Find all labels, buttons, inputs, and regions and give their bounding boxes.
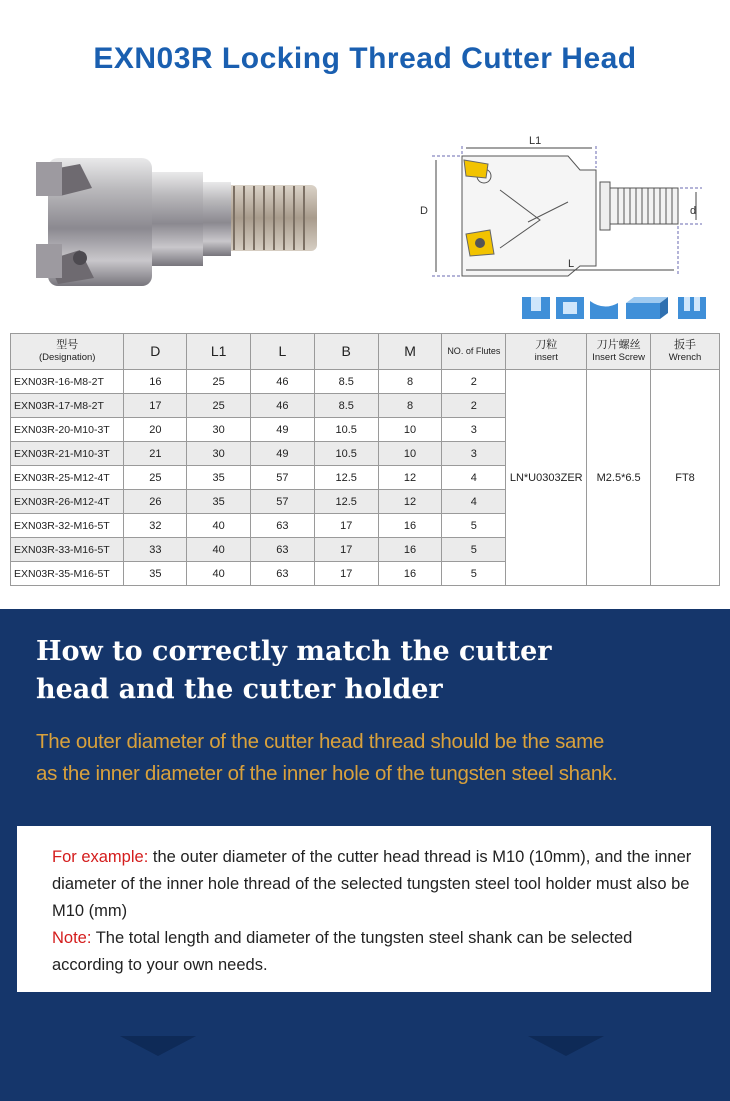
cell-l1: 40 [187,514,251,538]
cell-b: 17 [314,562,378,586]
note-text: The total length and diameter of the tungsten steel shank can be selected according to your own needs. [52,929,633,974]
header-wrench: 扳手 Wrench [651,334,720,370]
note-label: Note: [52,929,92,947]
drawing-label-l: L [568,258,575,270]
cell-flutes: 2 [442,394,506,418]
example-label: For example: [52,848,149,866]
table-header-row [11,334,720,370]
cell-designation: EXN03R-17-M8-2T [11,394,124,418]
example-card [17,826,711,992]
cell-flutes: 3 [442,442,506,466]
cell-flutes: 5 [442,562,506,586]
header-b: B [314,334,378,370]
cell-l: 63 [251,538,315,562]
cell-l: 57 [251,466,315,490]
cell-b: 17 [314,538,378,562]
face-milling-icon [626,297,668,319]
cell-l: 46 [251,394,315,418]
cell-l1: 25 [187,370,251,394]
cell-l: 46 [251,370,315,394]
cell-flutes: 5 [442,514,506,538]
cell-l1: 30 [187,418,251,442]
header-l1: L1 [187,334,251,370]
cell-l: 49 [251,442,315,466]
cell-l: 49 [251,418,315,442]
header-screw: 刀片螺丝 Insert Screw [587,334,651,370]
cell-designation: EXN03R-21-M10-3T [11,442,124,466]
panel-heading-line-2: head and the cutter holder [36,674,443,705]
cell-screw: M2.5*6.5 [587,370,651,586]
cell-insert: LN*U0303ZER [506,370,587,586]
panel-subtitle-line-1: The outer diameter of the cutter head thread should be the same [36,730,604,753]
cell-designation: EXN03R-25-M12-4T [11,466,124,490]
example-card-text [52,844,692,979]
cell-l1: 35 [187,466,251,490]
cell-m: 12 [378,466,442,490]
cell-flutes: 4 [442,466,506,490]
cell-m: 16 [378,562,442,586]
cell-designation: EXN03R-32-M16-5T [11,514,124,538]
cell-m: 8 [378,394,442,418]
cell-designation: EXN03R-20-M10-3T [11,418,124,442]
profile-milling-icon [590,301,618,319]
cell-b: 10.5 [314,442,378,466]
cell-b: 10.5 [314,418,378,442]
panel-subtitle-line-2: as the inner diameter of the inner hole of the tungsten steel shank. [36,762,618,785]
matching-guide-panel [0,609,730,1101]
cell-b: 17 [314,514,378,538]
cell-flutes: 3 [442,418,506,442]
table-row [11,370,720,394]
page-title: EXN03R Locking Thread Cutter Head [93,42,637,75]
step-milling-icon [678,297,706,319]
cell-d: 16 [124,370,187,394]
cell-flutes: 4 [442,490,506,514]
cell-m: 8 [378,370,442,394]
cell-l1: 40 [187,538,251,562]
cell-l: 63 [251,514,315,538]
cell-designation: EXN03R-16-M8-2T [11,370,124,394]
cell-d: 26 [124,490,187,514]
header-flutes: NO. of Flutes [442,334,506,370]
cell-b: 12.5 [314,466,378,490]
cell-designation: EXN03R-26-M12-4T [11,490,124,514]
cutter-head-photo [20,150,330,300]
cell-l: 63 [251,562,315,586]
header-l: L [251,334,315,370]
spec-table [10,333,720,586]
example-text: the outer diameter of the cutter head thread is M10 (10mm), and the inner diameter of the inner hole thread of the selected tungsten steel tool holder must also be M10 (mm) [52,848,692,920]
cell-l1: 25 [187,394,251,418]
cell-designation: EXN03R-33-M16-5T [11,538,124,562]
cell-d: 35 [124,562,187,586]
drawing-label-d-big: D [420,205,428,217]
cell-designation: EXN03R-35-M16-5T [11,562,124,586]
cell-l: 57 [251,490,315,514]
cell-l1: 35 [187,490,251,514]
cell-b: 8.5 [314,394,378,418]
header-m: M [378,334,442,370]
cell-b: 8.5 [314,370,378,394]
cell-l1: 30 [187,442,251,466]
slot-milling-icon [522,297,550,319]
drawing-label-l1: L1 [529,135,542,147]
cell-l1: 40 [187,562,251,586]
cell-d: 32 [124,514,187,538]
cell-m: 16 [378,538,442,562]
panel-subtitle [36,726,716,790]
header-d: D [124,334,187,370]
cell-m: 10 [378,442,442,466]
cell-m: 12 [378,490,442,514]
pocket-milling-icon [556,297,584,319]
cell-d: 20 [124,418,187,442]
operation-icons [522,293,712,319]
cell-d: 33 [124,538,187,562]
cell-d: 25 [124,466,187,490]
header-designation: 型号 (Designation) [11,334,124,370]
cell-d: 21 [124,442,187,466]
header-insert: 刀粒 insert [506,334,587,370]
panel-heading [36,633,696,709]
cell-d: 17 [124,394,187,418]
drawing-label-d-small: d [690,205,697,217]
bottom-notches [0,1036,730,1101]
cell-flutes: 5 [442,538,506,562]
cell-b: 12.5 [314,490,378,514]
panel-heading-line-1: How to correctly match the cutter [36,636,552,667]
cell-wrench: FT8 [651,370,720,586]
cell-flutes: 2 [442,370,506,394]
dimension-drawing [418,130,718,280]
cell-m: 10 [378,418,442,442]
cell-m: 16 [378,514,442,538]
